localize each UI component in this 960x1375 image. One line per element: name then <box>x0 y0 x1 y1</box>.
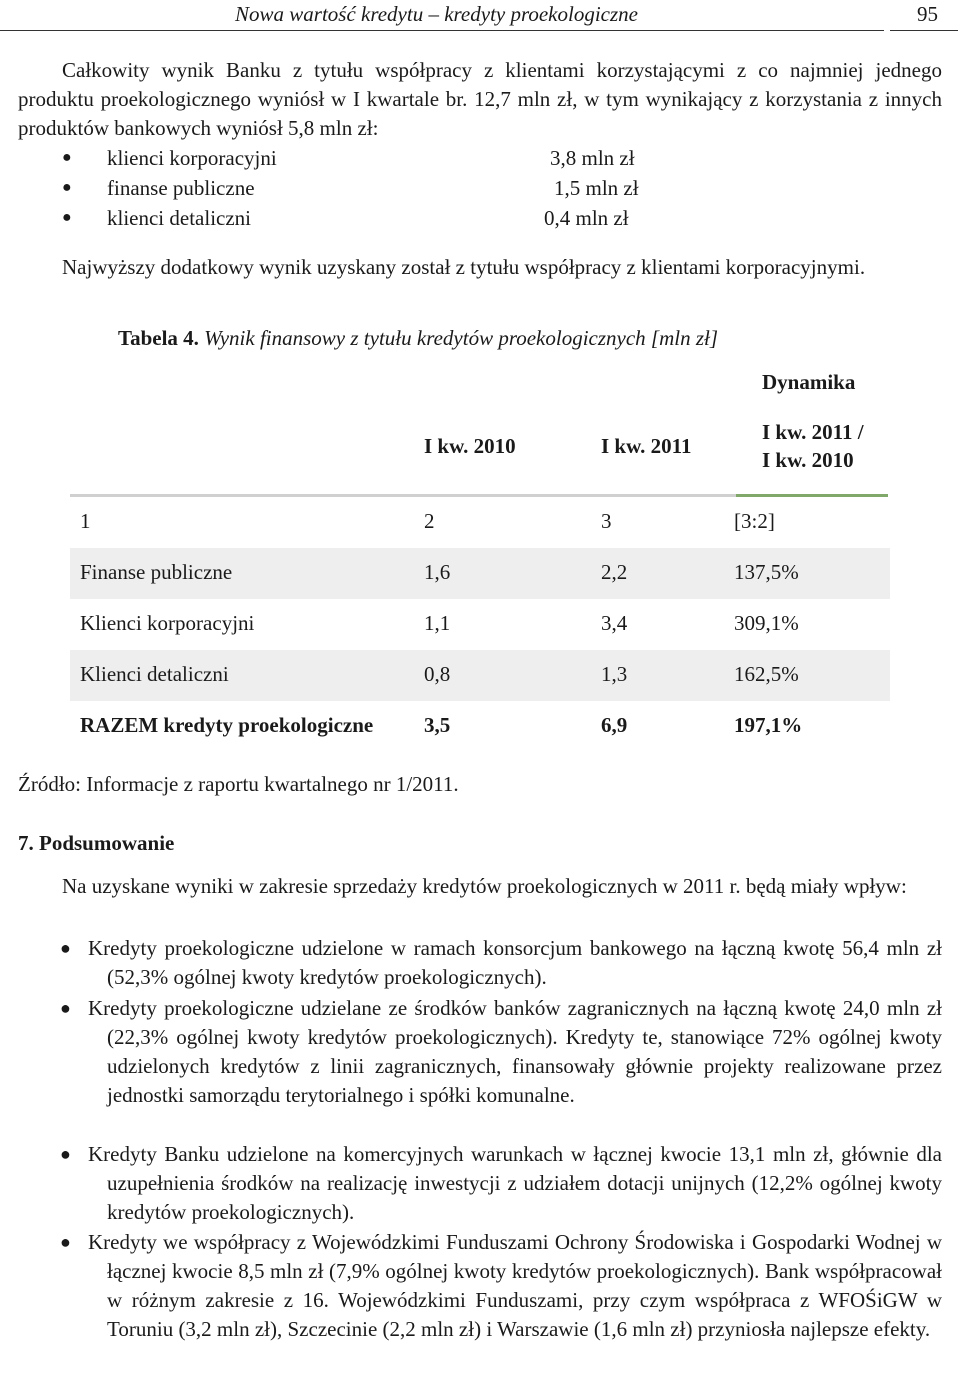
page-number: 95 <box>917 2 938 26</box>
table-cell: 2 <box>424 509 435 533</box>
table-row-total <box>70 701 890 752</box>
bullet-icon: ● <box>60 1232 71 1252</box>
summary-item-text: Kredyty we współpracy z Wojewódzkimi Funduszami Ochrony Środowiska i Gospodarki Wodnej w łącznej kwocie 8,5 mln zł (7,9% ogólnej kwoty kredytów proekologicznych). Bank współpracował w różnym zakresie z 16. Wojewódzkimi Funduszami, przy czym współpraca z WFOŚiGW w Toruniu (3,2 mln zł), Szczecinie (2,2 mln zł) i Warszawie (1,6 mln zł) przyniosła najlepsze efekty. <box>88 1230 942 1341</box>
bullet-icon: ● <box>62 149 72 166</box>
running-header-title: Nowa wartość kredytu – kredyty proekologiczne <box>235 2 638 26</box>
summary-item-text: Kredyty proekologiczne udzielane ze środków banków zagranicznych na łączną kwotę 24,0 mln zł (22,3% ogólnej kwoty kredytów proekologicznych). Kredyty te, stanowiące 72% ogólnej kwoty udzielonych kredytów z linii zagranicznych, finansowały głównie projekty realizowane przez jednostki samorządu terytorialnego i spółki komunalne. <box>88 996 942 1107</box>
highest-result-paragraph: Najwyższy dodatkowy wynik uzyskany został z tytułu współpracy z klientami korporacyjnymi. <box>62 255 866 279</box>
table-cell: 1,1 <box>424 611 451 635</box>
breakdown-label: klienci korporacyjni <box>107 146 277 170</box>
table-cell: 309,1% <box>734 611 799 635</box>
breakdown-value: 3,8 mln zł <box>550 146 635 170</box>
table-cell: Klienci korporacyjni <box>80 611 255 635</box>
table-col-header: I kw. 2011 <box>601 434 692 458</box>
table-cell: RAZEM kredyty proekologiczne <box>80 713 374 737</box>
table-cell: 2,2 <box>601 560 628 584</box>
bullet-icon: ● <box>62 179 72 196</box>
table-col-header: I kw. 2010 <box>762 448 854 472</box>
results-table <box>70 370 890 755</box>
table-row <box>70 650 890 701</box>
breakdown-label: klienci detaliczni <box>107 206 252 230</box>
summary-item-text: Kredyty Banku udzielone na komercyjnych warunkach w łącznej kwocie 13,1 mln zł, głównie dla uzupełnienia środków na realizację inwestycji z udziałem dotacji unijnych (12,2% ogólnej kwoty kredytów proekologicznych). <box>88 1142 942 1224</box>
table-caption <box>118 326 718 351</box>
table-caption-label: Tabela 4. <box>118 326 199 350</box>
table-group-header: Dynamika <box>762 370 856 394</box>
table-cell: 1,3 <box>601 662 628 686</box>
table-cell: 0,8 <box>424 662 451 686</box>
table-cell: Klienci detaliczni <box>80 662 229 686</box>
table-cell: 162,5% <box>734 662 799 686</box>
table-caption-title: Wynik finansowy z tytułu kredytów proekologicznych [mln zł] <box>204 326 719 350</box>
bullet-icon: ● <box>60 998 71 1018</box>
section-title: 7. Podsumowanie <box>18 831 175 855</box>
table-cell: 197,1% <box>734 713 803 737</box>
table-col-header: I kw. 2011 / <box>762 420 864 444</box>
breakdown-label: finanse publiczne <box>107 176 255 200</box>
summary-item-text: Kredyty proekologiczne udzielone w ramach konsorcjum bankowego na łączną kwotę 56,4 mln zł (52,3% ogólnej kwoty kredytów proekologicznych). <box>88 936 942 989</box>
breakdown-value: 1,5 mln zł <box>554 176 639 200</box>
table-row <box>70 548 890 599</box>
table-cell: [3:2] <box>734 509 775 533</box>
summary-intro: Na uzyskane wyniki w zakresie sprzedaży kredytów proekologicznych w 2011 r. będą miały wpływ: <box>62 874 907 898</box>
intro-paragraph: Całkowity wynik Banku z tytułu współpracy z klientami korzystającymi z co najmniej jednego produktu proekologicznego wyniósł w I kwartale br. 12,7 mln zł, w tym wynikający z korzystania z innych produktów bankowych wyniósł 5,8 mln zł: <box>18 58 942 140</box>
table-row <box>70 599 890 650</box>
table-cell: 3,5 <box>424 713 451 737</box>
table-cell: 6,9 <box>601 713 628 737</box>
table-cell: Finanse publiczne <box>80 560 233 584</box>
table-row <box>70 497 890 548</box>
table-cell: 3,4 <box>601 611 628 635</box>
table-source: Źródło: Informacje z raportu kwartalnego nr 1/2011. <box>18 772 459 796</box>
table-cell: 137,5% <box>734 560 799 584</box>
bullet-icon: ● <box>60 938 71 958</box>
table-cell: 1,6 <box>424 560 451 584</box>
table-cell: 1 <box>80 509 91 533</box>
table-col-header: I kw. 2010 <box>424 434 516 458</box>
bullet-icon: ● <box>62 209 72 226</box>
bullet-icon: ● <box>60 1144 71 1164</box>
running-header <box>0 0 960 30</box>
header-rule <box>0 30 958 31</box>
breakdown-value: 0,4 mln zł <box>544 206 629 230</box>
table-cell: 3 <box>601 509 612 533</box>
